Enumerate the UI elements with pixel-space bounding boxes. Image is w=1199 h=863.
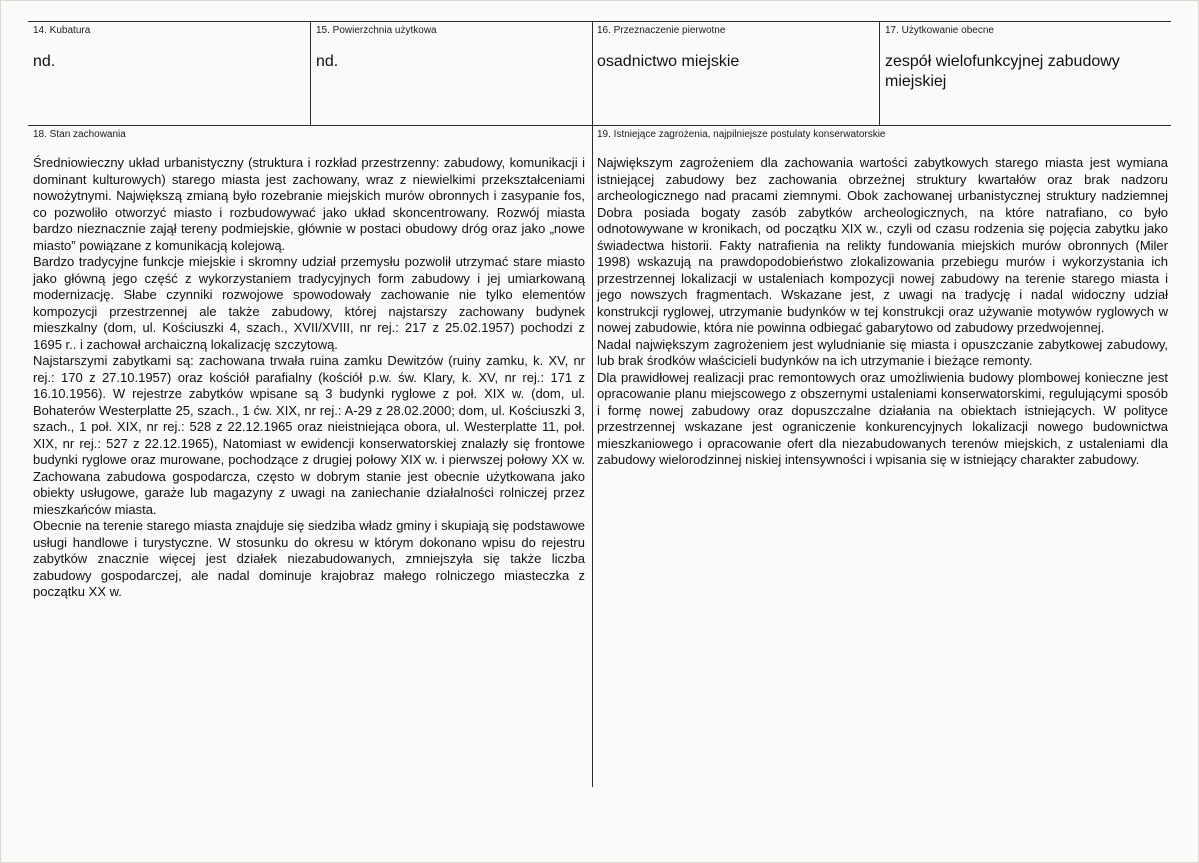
paragraph: Najstarszymi zabytkami są: zachowana trwała ruina zamku Dewitzów (ruiny zamku, k. XV, nr rej.: 170 z 27.10.1957) oraz kościół parafialny (kościół p.w. św. Klary, k. XV, nr rej.: 171 z 16.10.1956). W rejestrze zabytków wpisane są 3 budynki ryglowe z poł. XIX w. (dom, ul. Bohaterów Westerplatte 25, szach., 1 ćw. XIX, nr rej.: A-29 z 28.02.2000; dom, ul. Kościuszki 3, szach., 1 poł. XIX, nr rej.: 528 z 22.12.1965 oraz nieistniejąca obora, ul. Westerplatte 11, poł. XIX, nr rej.: 527 z 22.12.1965), Natomiast w ewidencji konserwatorskiej znalazły się frontowe budynki ryglowe oraz murowane, pochodzące z drugiej połowy XIX w. i pierwszej połowy XX w. Zachowana zabudowa gospodarcza, często w dobrym stanie jest obecnie użytkowana jako obiekty usługowe, garaże lub magazyny z uwagi na zaniechanie działalności rolniczej przez mieszkańców miasta. (33, 353, 585, 517)
field-15-value: nd. (316, 53, 339, 70)
paragraph: Dla prawidłowej realizacji prac remontowych oraz umożliwienia budowy plombowej konieczne jest opracowanie planu miejscowego z obszernymi ustaleniami konserwatorskimi, regulującymi sposób i formę nowej zabudowy oraz dopuszczalne działania na obiektach istniejących. W polityce przestrzennej wskazane jest ograniczenie konkurencyjnych lokalizacji nowego budownictwa mieszkaniowego i opracowanie ofert dla niezabudowanych terenów miejskich, z ustaleniami dla zabudowy wielorodzinnej niskiej intensywności i wpisania się w istniejący charakter zabudowy. (597, 369, 1168, 467)
paragraph: Nadal największym zagrożeniem jest wyludnianie się miasta i opuszczanie zabytkowej zabudowy, lub brak środków właścicieli budynków na ich utrzymanie i bieżące remonty. (597, 336, 1168, 368)
paragraph: Średniowieczny układ urbanistyczny (struktura i rozkład przestrzenny: zabudowy, komunikacji i dominant kulturowych) starego miasta jest zachowany, wraz z niewielkimi przekształceniami nowożytnymi. Największą zmianą było rozebranie miejskich murów obronnych i zasypanie fos, co pozwoliło otworzyć miasto i rozbudowywać jako układ skoncentrowany. Rozwój miasta bardzo nieznacznie zajął tereny podmiejskie, głównie w postaci obudowy dróg oraz jako „nowe miasto” powiązane z komunikacją kolejową. (33, 155, 585, 253)
field-15-label: 15. Powierzchnia użytkowa (316, 25, 437, 36)
field-16-value: osadnictwo miejskie (597, 53, 740, 70)
field-16-label: 16. Przeznaczenie pierwotne (597, 25, 726, 36)
field-17-value: zespół wielofunkcyjnej zabudowy miejskiej (885, 53, 1120, 90)
field-18-label: 18. Stan zachowania (33, 129, 126, 140)
paragraph: Obecnie na terenie starego miasta znajduje się siedziba władz gminy i skupiają się podstawowe usługi handlowe i turystyczne. W stosunku do okresu w którym dokonano wpisu do rejestru zabytków znacznie więcej jest działek niezabudowanych, zmniejszyła się także liczba zabudowy gospodarczej, ale nadal dominuje krajobraz małego rolniczego miasteczka z początku XX w. (33, 518, 585, 599)
row-divider (28, 125, 1171, 126)
col-divider-3 (879, 21, 880, 125)
field-18-text (33, 155, 585, 601)
field-19-text (597, 155, 1168, 469)
field-14-label: 14. Kubatura (33, 25, 91, 36)
paragraph: Bardzo tradycyjne funkcje miejskie i skromny udział przemysłu pozwolił utrzymać stare miasto jako główną jego część z wykorzystaniem tradycyjnych form zabudowy i jej umiarkowaną modernizację. Słabe czynniki rozwojowe spowodowały zachowanie nie tylko elementów kompozycji przestrzennej ale także zabudowy, której najstarszy zachowany budynek mieszkalny (dom, ul. Kościuszki 4, szach., XVII/XVIII, nr rej.: 217 z 25.02.1957) pochodzi z 1695 r.. i zachował archaiczną lokalizację szczytową. (33, 254, 585, 352)
paragraph: Największym zagrożeniem dla zachowania wartości zabytkowych starego miasta jest wymiana istniejącej zabudowy bez zachowania obrzeżnej struktury kwartałów oraz brak nadzoru archeologicznego nad pracami ziemnymi. Obok zachowanej urbanistycznej struktury nadziemnej Dobra posiada bogaty zasób zabytków archeologicznych, na które natrafiano, co było odnotowywane w kronikach, od początku XIX w., czyli od czasu rodzenia się pojęcia zabytku jako świadectwa historii. Fakty natrafienia na relikty fundowania miejskich murów obronnych (Miler 1998) wskazują na prawdopodobieństwo zlokalizowania przebiegu murów i wykorzystania ich przestrzennej lokalizacji w ustaleniach kompozycji nowej zabudowy na terenie starego miasta i jego nowszych fragmentach. Wskazane jest, z uwagi na tradycję i nadal widoczny udział konstrukcji ryglowej, utrzymanie budynków w tej konstrukcji oraz używanie motywów ryglowych w nowej zabudowie, która nie powinna odbiegać gabarytowo od zabudowy przedwojennej. (597, 155, 1168, 335)
field-17-label: 17. Użytkowanie obecne (885, 25, 994, 36)
col-divider-1 (310, 21, 311, 125)
field-19-label: 19. Istniejące zagrożenia, najpilniejsze postulaty konserwatorskie (597, 129, 886, 140)
field-14-value: nd. (33, 53, 56, 70)
top-border (28, 21, 1171, 22)
col-divider-2 (592, 21, 593, 787)
